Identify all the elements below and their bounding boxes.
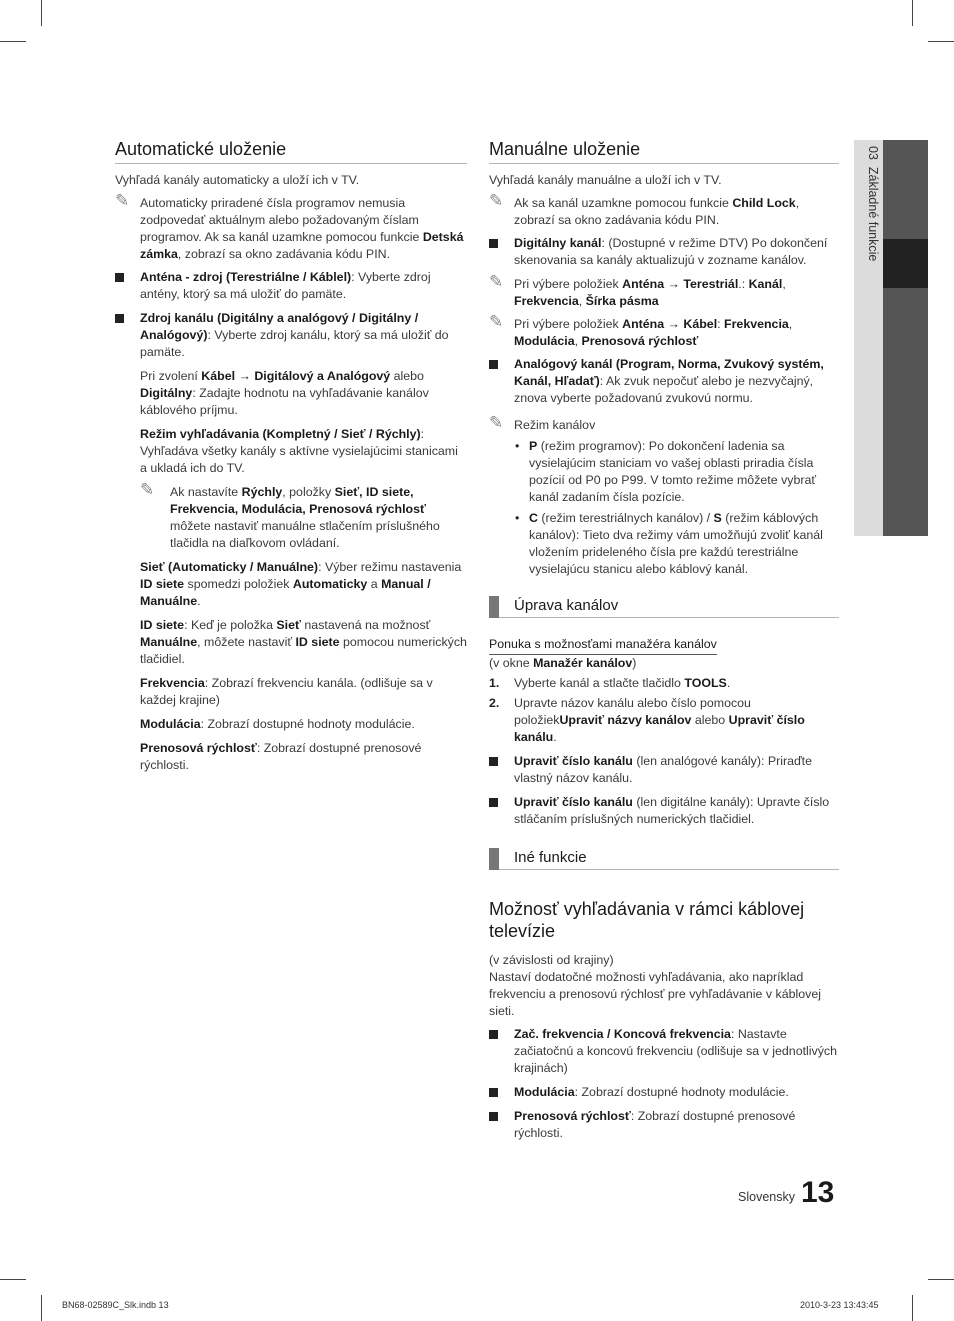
square-bullet-icon [489,360,498,369]
bullet-item: Digitálny kanál: (Dostupné v režime DTV) Po dokončení skenovania sa kanály aktualizujú v zozname kanálov. [489,235,839,269]
crop-mark [41,1295,42,1321]
left-column [115,138,467,781]
paragraph: Modulácia: Zobrazí dostupné hodnoty modulácie. [140,717,415,731]
subsection-other-functions: Iné funkcie [489,848,839,870]
chapter-tab-dark [883,140,928,536]
note-pencil-icon: ✎ [489,312,504,331]
note-pencil-icon: ✎ [489,272,504,291]
step-number: 2. [489,696,500,710]
footer-language: Slovensky [738,1190,795,1204]
step-number: 1. [489,676,500,690]
square-bullet-icon [489,798,498,807]
crop-mark [912,1295,913,1321]
note-pencil-icon: ✎ [140,480,155,499]
page-number: 13 [801,1176,835,1209]
bullet-item: Prenosová rýchlosť: Zobrazí dostupné prenosové rýchlosti. [489,1108,839,1142]
section-title-manual-store: Manuálne uloženie [489,138,839,164]
subsection-bar [489,848,499,870]
bullet-item: Zač. frekvencia / Koncová frekvencia: Nastavte začiatočnú a koncovú frekvenciu (odlišuje sa v jednotlivých krajinách) [489,1026,839,1077]
dot-bullet-icon: • [515,511,520,525]
note-pencil-icon: ✎ [489,413,504,432]
chapter-label [860,146,880,261]
print-date-info: 2010-3-23 13:43:45 [800,1300,879,1310]
crop-mark [928,41,954,42]
note: ✎ Pri výbere položiek Anténa → Kábel: Frekvencia, Modulácia, Prenosová rýchlosť [489,312,793,348]
crop-mark [912,0,913,26]
subsection-edit-channels: Úprava kanálov [489,596,839,618]
menu-title: Ponuka s možnosťami manažéra kanálov [489,636,839,655]
bullet-item: Zdroj kanálu (Digitálny a analógový / Digitálny / Analógový): Vyberte zdroj kanálu, ktorý sa má uložiť do pamäte. [115,310,467,361]
paragraph: Sieť (Automaticky / Manuálne): Výber režimu nastavenia ID siete spomedzi položiek Automaticky a Manual / Manuálne. [140,560,462,608]
note: ✎ Pri výbere položiek Anténa → Terestriál.: Kanál, Frekvencia, Šírka pásma [489,272,786,308]
note: ✎ Ak sa kanál uzamkne pomocou funkcie Child Lock, zobrazí sa okno zadávania kódu PIN. [489,191,800,227]
paragraph: Nastaví dodatočné možnosti vyhľadávania, ako napríklad frekvenciu a prenosovú rýchlosť pre vyhľadávanie v káblovej sieti. [489,970,821,1018]
bullet-item: Upraviť číslo kanálu (len digitálne kanály): Upravte číslo stláčaním príslušných numerických tlačidiel. [489,794,839,828]
right-column [489,138,839,1149]
section-title-auto-store: Automatické uloženie [115,138,467,164]
note: ✎ Ak nastavíte Rýchly, položky Sieť, ID siete, Frekvencia, Modulácia, Prenosová rýchlosť môžete nastaviť manuálne stlačením príslušného tlačidla na diaľkovom ovládaní. [140,480,440,550]
bullet-item: Upraviť číslo kanálu (len analógové kanály): Priraďte vlastný názov kanálu. [489,753,839,787]
chapter-title: Základné funkcie [866,166,880,262]
note-pencil-icon: ✎ [115,191,130,210]
intro-text: Vyhľadá kanály manuálne a uloží ich v TV. [489,173,722,187]
paragraph: ID siete: Keď je položka Sieť nastavená na možnosť Manuálne, môžete nastaviť ID siete pomocou numerických tlačidiel. [140,618,467,666]
dot-item: • P (režim programov): Po dokončení ladenia sa vysielajúcim staniciam vo vašej oblasti priradia čísla pozícií od P0 po P99. V tomto režime môžete vybrať kanál zadaním čísla pozície. [515,439,817,504]
square-bullet-icon [115,314,124,323]
menu-subtitle: (v okne Manažér kanálov) [489,656,637,670]
square-bullet-icon [489,1030,498,1039]
chapter-number: 03 [866,146,880,160]
step-item: 1. Vyberte kanál a stlačte tlačidlo TOOLS. [489,676,731,690]
dot-item: • C (režim terestriálnych kanálov) / S (režim káblových kanálov): Tieto dva režimy vám umožňujú zvoliť kanál vložením prideleného čísla pre každú terestriálne vysielajúcu stanicu alebo káblový kanál. [515,511,823,576]
note-pencil-icon: ✎ [489,191,504,210]
paragraph: Pri zvolení Kábel → Digitálový a Analógový alebo Digitálny: Zadajte hodnotu na vyhľadávanie kanálov káblového príjmu. [140,369,429,417]
square-bullet-icon [489,239,498,248]
square-bullet-icon [489,1112,498,1121]
paragraph: Prenosová rýchlosť: Zobrazí dostupné prenosové rýchlosti. [140,741,422,772]
paragraph: (v závislosti od krajiny) [489,953,614,967]
crop-mark [41,0,42,26]
paragraph: Režim vyhľadávania (Kompletný / Sieť / Rýchly): Vyhľadáva všetky kanály s aktívne vysielajúcimi stanicami a ukladá ich do TV. [140,427,458,475]
note: ✎ Automaticky priradené čísla programov nemusia zodpovedať aktuálnym alebo požadovaným číslam programov. Ak sa kanál uzamkne pomocou funkcie Detská zámka, zobrazí sa okno zadávania kódu PIN. [115,191,464,261]
crop-mark [928,1279,954,1280]
subsection-bar [489,596,499,618]
chapter-tab-marker [883,239,928,288]
intro-text: Vyhľadá kanály automaticky a uloží ich v TV. [115,173,360,187]
paragraph: Frekvencia: Zobrazí frekvenciu kanála. (odlišuje sa v každej krajine) [140,676,433,707]
step-item: 2. Upravte názov kanálu alebo číslo pomocou položiekUpraviť názvy kanálov alebo Upraviť číslo kanálu. [489,696,805,744]
square-bullet-icon [489,757,498,766]
crop-mark [0,41,26,42]
note: ✎ Režim kanálov [489,413,596,432]
bullet-item: Analógový kanál (Program, Norma, Zvukový systém, Kanál, Hľadať): Ak zvuk nepočuť alebo je nezvyčajný, znova vyberte požadovanú zvukovú normu. [489,356,839,407]
bullet-item: Anténa - zdroj (Terestriálne / Káblel): Vyberte zdroj antény, ktorý sa má uložiť do pamäte. [115,269,467,303]
print-file-info: BN68-02589C_Slk.indb 13 [62,1300,169,1310]
square-bullet-icon [489,1088,498,1097]
section-title-cable-search: Možnosť vyhľadávania v rámci káblovej televízie [489,899,805,941]
paragraph [115,480,467,552]
square-bullet-icon [115,273,124,282]
crop-mark [0,1279,26,1280]
dot-bullet-icon: • [515,439,520,453]
bullet-item: Modulácia: Zobrazí dostupné hodnoty modulácie. [489,1084,839,1101]
